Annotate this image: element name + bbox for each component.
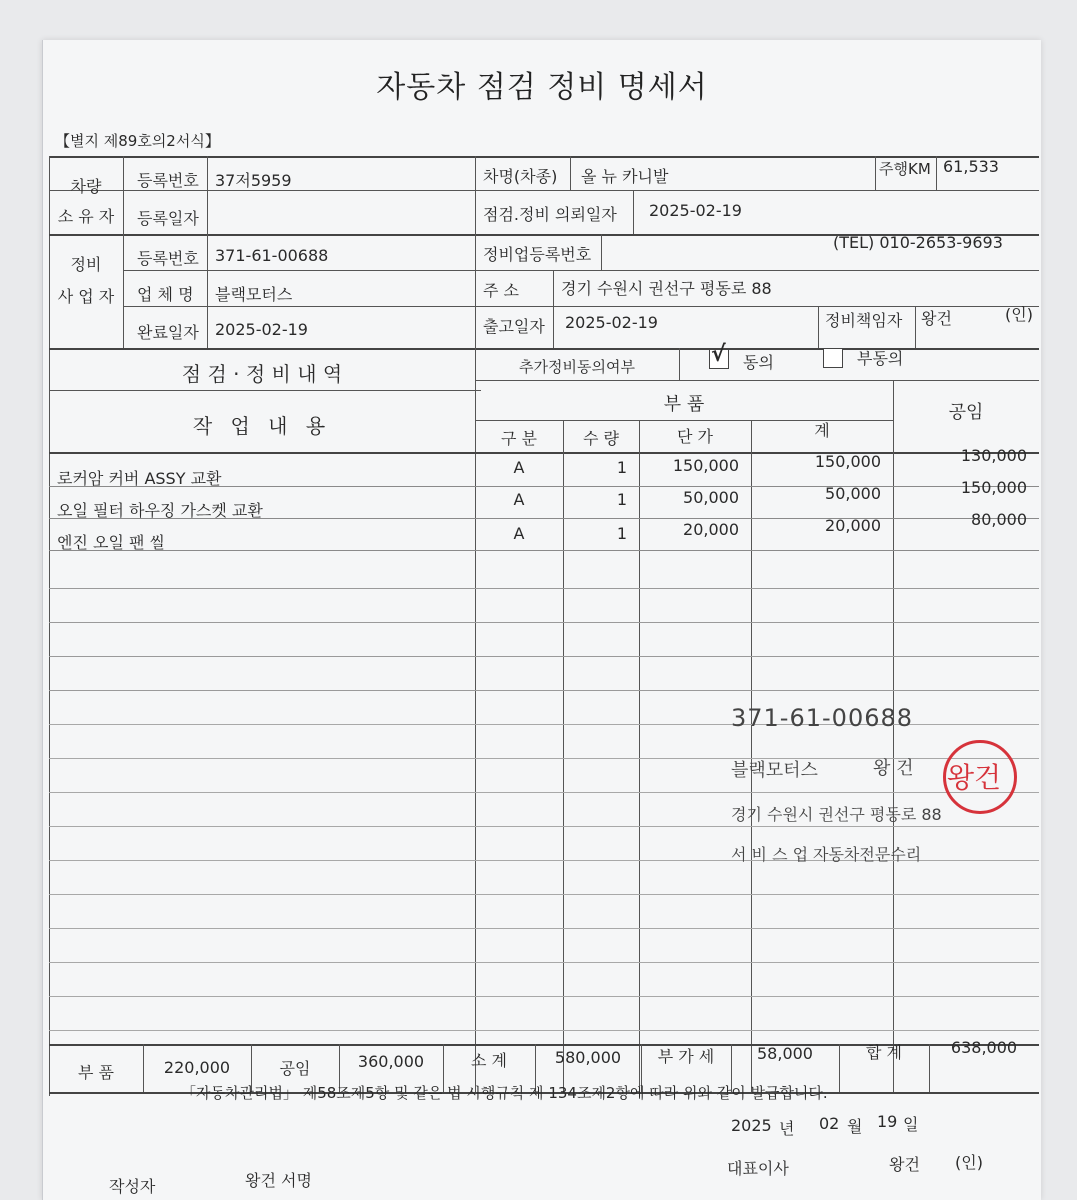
part-total: 20,000 bbox=[825, 516, 881, 535]
col-divider bbox=[553, 270, 554, 348]
labor-header: 공임 bbox=[948, 402, 984, 423]
col-divider bbox=[563, 420, 564, 1092]
ruled-line bbox=[49, 656, 1039, 657]
issue-month: 02 bbox=[819, 1114, 840, 1133]
parts-header: 부 품 bbox=[663, 394, 705, 415]
part-qty: 1 bbox=[616, 490, 627, 509]
author-signature: 왕건 서명 bbox=[245, 1171, 312, 1190]
part-type: A bbox=[513, 458, 525, 477]
row-divider bbox=[123, 306, 1039, 307]
car-name-label: 차명(차종) bbox=[483, 167, 558, 186]
business-reg-no-label: 등록번호 bbox=[137, 249, 199, 268]
totals-subtotal-label: 소 계 bbox=[471, 1051, 507, 1070]
ruled-line bbox=[49, 622, 1039, 623]
request-date-label: 점검.정비 의뢰일자 bbox=[483, 205, 617, 224]
totals-vat-label: 부 가 세 bbox=[657, 1047, 715, 1066]
col-divider bbox=[633, 190, 634, 234]
stamp-address: 경기 수원시 권선구 평동로 88 bbox=[731, 805, 942, 824]
vehicle-reg-date-label: 등록일자 bbox=[137, 209, 199, 228]
business-reg-no: 371-61-00688 bbox=[215, 246, 329, 265]
vehicle-reg-no: 37저5959 bbox=[215, 171, 292, 190]
totals-grand-total: 638,000 bbox=[950, 1038, 1018, 1057]
issue-day-unit: 일 bbox=[903, 1115, 919, 1134]
col-type-header: 구 분 bbox=[501, 429, 537, 448]
header-bottom-border bbox=[49, 452, 1039, 454]
ruled-line bbox=[49, 550, 1039, 551]
work-content-header: 작 업 내 용 bbox=[192, 414, 332, 438]
ruled-line bbox=[49, 826, 1039, 827]
consent-yes-label: 동의 bbox=[743, 353, 774, 372]
ruled-line bbox=[49, 588, 1039, 589]
col-divider bbox=[207, 156, 208, 348]
issue-year: 2025 bbox=[731, 1116, 772, 1135]
part-unit-price: 20,000 bbox=[683, 520, 739, 539]
part-total: 150,000 bbox=[814, 452, 881, 471]
company-name-label: 업 체 명 bbox=[137, 285, 194, 304]
totals-labor: 360,000 bbox=[357, 1052, 425, 1071]
vehicle-reg-no-label: 등록번호 bbox=[137, 171, 199, 190]
ruled-line bbox=[49, 792, 1039, 793]
mileage: 61,533 bbox=[943, 157, 999, 176]
ruled-line bbox=[49, 894, 1039, 895]
col-divider bbox=[475, 156, 476, 1092]
part-qty: 1 bbox=[616, 458, 627, 477]
ruled-line bbox=[49, 996, 1039, 997]
consent-label: 추가정비동의여부 bbox=[519, 358, 635, 376]
biz-reg-no-label: 정비업등록번호 bbox=[483, 245, 592, 264]
stamp-biz-type: 서 비 스 업 bbox=[731, 845, 809, 864]
representative-name: 왕건 bbox=[889, 1155, 920, 1174]
vehicle-owner-label: 소 유 자 bbox=[57, 207, 115, 226]
manager-label: 정비책임자 bbox=[825, 311, 903, 330]
col-divider bbox=[123, 156, 124, 348]
part-total: 50,000 bbox=[825, 484, 881, 503]
company-name: 블랙모터스 bbox=[215, 285, 293, 304]
labor-cost: 150,000 bbox=[960, 478, 1027, 497]
ruled-line bbox=[49, 962, 1039, 963]
col-divider bbox=[570, 156, 571, 190]
release-date-label: 출고일자 bbox=[483, 317, 545, 336]
ruled-line bbox=[49, 690, 1039, 691]
request-date: 2025-02-19 bbox=[649, 201, 742, 220]
labor-cost: 130,000 bbox=[960, 446, 1027, 465]
issue-year-unit: 년 bbox=[779, 1119, 795, 1138]
ruled-line bbox=[49, 928, 1039, 929]
col-divider bbox=[818, 306, 819, 348]
done-date: 2025-02-19 bbox=[215, 320, 308, 339]
manager-seal-mark: (인) bbox=[1005, 305, 1033, 324]
part-unit-price: 150,000 bbox=[672, 456, 739, 475]
done-date-label: 완료일자 bbox=[137, 323, 199, 342]
stamp-biz-item: 자동차전문수리 bbox=[813, 845, 922, 864]
totals-vat: 58,000 bbox=[757, 1044, 813, 1063]
part-type: A bbox=[513, 524, 525, 543]
business-label: 정비 bbox=[70, 255, 102, 274]
address-label: 주 소 bbox=[483, 281, 519, 300]
totals-subtotal: 580,000 bbox=[554, 1048, 622, 1067]
details-section-title: 점 검 · 정 비 내 역 bbox=[181, 362, 343, 386]
ruled-line bbox=[49, 1030, 1039, 1031]
totals-grand-label: 합 계 bbox=[866, 1043, 902, 1062]
col-divider bbox=[601, 234, 602, 270]
part-type: A bbox=[513, 490, 525, 509]
author-label: 작성자 bbox=[109, 1177, 156, 1196]
work-description: 오일 필터 하우징 가스켓 교환 bbox=[57, 501, 263, 520]
row-divider bbox=[475, 380, 1039, 381]
col-divider bbox=[915, 306, 916, 348]
work-description: 로커암 커버 ASSY 교환 bbox=[57, 469, 222, 488]
col-divider bbox=[679, 348, 680, 380]
manager-name: 왕건 bbox=[921, 309, 952, 328]
totals-parts: 220,000 bbox=[163, 1058, 231, 1077]
stamp-reg-no: 371-61-00688 bbox=[731, 704, 914, 732]
part-unit-price: 50,000 bbox=[683, 488, 739, 507]
check-mark-icon: √ bbox=[711, 342, 726, 367]
issue-month-unit: 월 bbox=[847, 1117, 863, 1136]
business-tel: (TEL) 010-2653-9693 bbox=[833, 233, 1003, 252]
consent-no-label: 부동의 bbox=[857, 349, 904, 368]
stamp-company: 블랙모터스 bbox=[731, 760, 818, 781]
totals-parts-label: 부 품 bbox=[78, 1063, 114, 1082]
mileage-label: 주행KM bbox=[879, 160, 931, 178]
representative-seal-mark: (인) bbox=[955, 1153, 983, 1172]
issue-day: 19 bbox=[877, 1112, 898, 1131]
vehicle-owner-label: 차량 bbox=[70, 177, 102, 196]
inspection-statement-sheet bbox=[42, 40, 1041, 1200]
part-qty: 1 bbox=[616, 524, 627, 543]
car-name: 올 뉴 카니발 bbox=[581, 167, 669, 186]
col-qty-header: 수 량 bbox=[583, 429, 619, 448]
col-divider bbox=[875, 156, 876, 190]
col-unit-price-header: 단 가 bbox=[677, 427, 713, 446]
document-title: 자동차 점검 정비 명세서 bbox=[376, 70, 708, 105]
labor-cost: 80,000 bbox=[971, 510, 1027, 529]
consent-no-checkbox[interactable] bbox=[823, 348, 843, 368]
business-address: 경기 수원시 권선구 평동로 88 bbox=[561, 279, 772, 298]
totals-labor-label: 공임 bbox=[279, 1059, 311, 1078]
legal-statement: 「자동차관리법」 제58조제5항 및 같은 법 시행규칙 제 134조제2항에 따라 위와 같이 발급합니다. bbox=[181, 1084, 828, 1102]
stamp-owner: 왕 건 bbox=[873, 758, 914, 779]
col-divider bbox=[936, 156, 937, 190]
row-divider bbox=[49, 390, 481, 391]
business-label: 사 업 자 bbox=[57, 287, 115, 306]
form-number: 【별지 제89호의2서식】 bbox=[55, 132, 220, 150]
representative-label: 대표이사 bbox=[727, 1159, 789, 1178]
work-description: 엔진 오일 팬 씰 bbox=[57, 533, 165, 552]
release-date: 2025-02-19 bbox=[565, 313, 658, 332]
row-divider bbox=[123, 270, 1039, 271]
col-total-header: 계 bbox=[814, 421, 830, 440]
seal-text: 왕건 bbox=[947, 761, 1002, 794]
